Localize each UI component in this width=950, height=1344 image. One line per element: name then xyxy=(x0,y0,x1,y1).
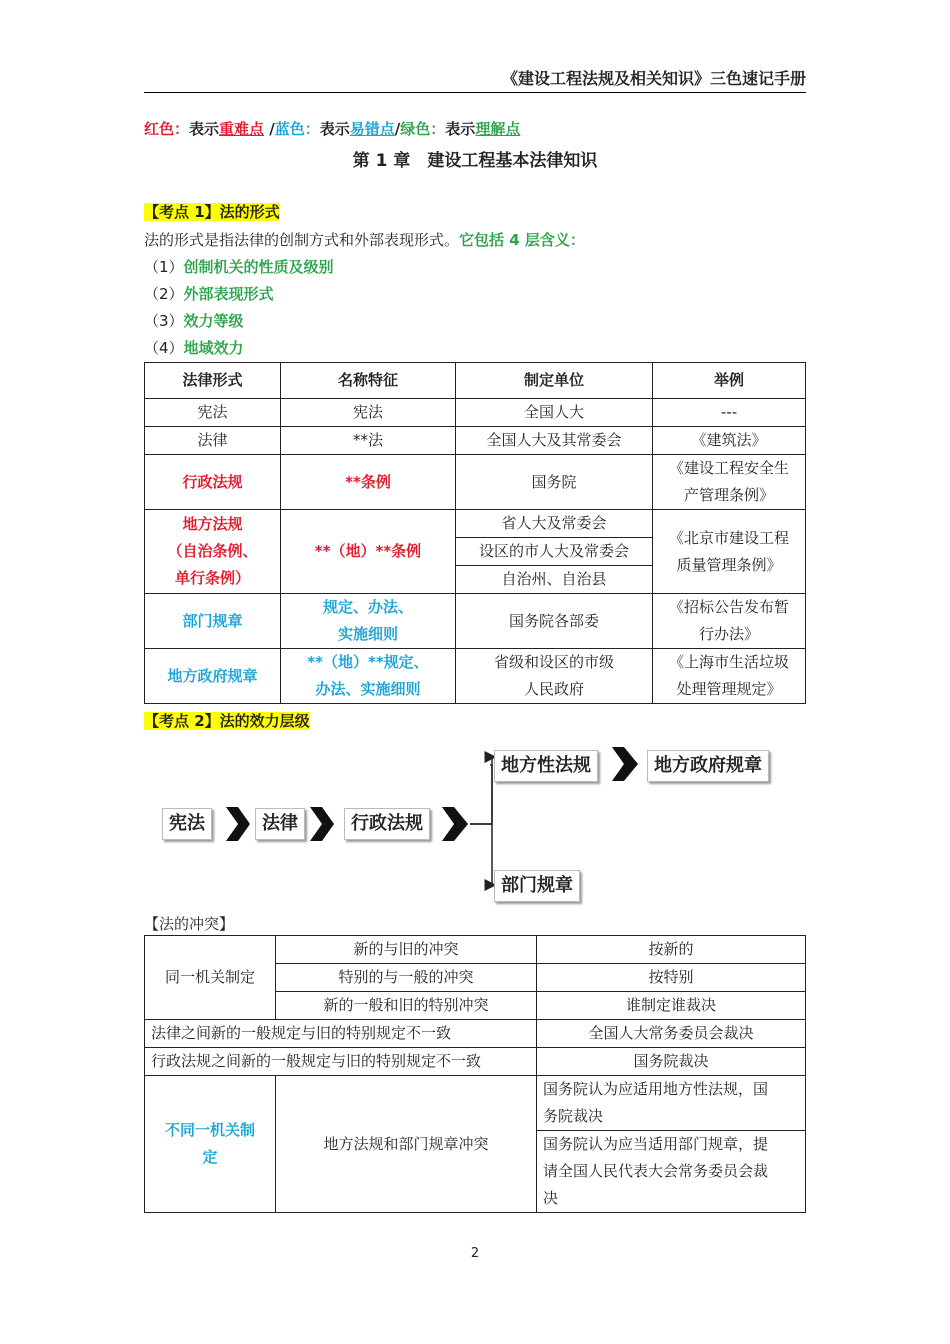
hierarchy-box-local-gov-rule: 地方政府规章 xyxy=(647,750,769,782)
table-row xyxy=(145,594,806,649)
kp1-intro-green: 它包括 4 层含义： xyxy=(459,231,585,249)
table-row xyxy=(145,510,806,538)
cell-line: 省级和设区的市级 xyxy=(493,653,614,671)
cell: 《建筑法》 xyxy=(653,427,806,455)
chapter-title: 第 1 章 建设工程基本法律知识 xyxy=(352,151,598,171)
cell xyxy=(653,510,806,594)
page-number: 2 xyxy=(470,1246,480,1261)
cell-line: 国务院认为应当适用部门规章，提 xyxy=(543,1135,769,1153)
cell: 设区的市人大及常委会 xyxy=(456,538,653,566)
cell: **法 xyxy=(281,427,456,455)
item-text: 效力等级 xyxy=(183,312,244,330)
item-text: 创制机关的性质及级别 xyxy=(183,258,334,276)
cell-line: 行办法》 xyxy=(698,625,759,643)
kp1-intro xyxy=(144,229,585,250)
cell: 全国人大常务委员会裁决 xyxy=(537,1020,806,1048)
cell: 部门规章 xyxy=(145,594,281,649)
legend-green-text: 表示 xyxy=(445,120,476,138)
cell: 地方政府规章 xyxy=(145,649,281,704)
cell xyxy=(145,1076,276,1213)
cell: --- xyxy=(653,399,806,427)
legend-blue-key: 易错点 xyxy=(349,120,395,138)
kp2-title xyxy=(144,710,310,731)
cell xyxy=(653,594,806,649)
cell: 特别的与一般的冲突 xyxy=(276,964,537,992)
cell-line: 实施细则 xyxy=(337,625,398,643)
cell-line: 人民政府 xyxy=(523,680,584,698)
cell: 法律之间新的一般规定与旧的特别规定不一致 xyxy=(145,1020,537,1048)
legend-green-label: 绿色： xyxy=(400,120,446,138)
cell-line: **（地）**规定、 xyxy=(307,653,429,671)
cell-line: 处理管理规定》 xyxy=(676,680,782,698)
chevron-right-icon xyxy=(442,807,468,841)
table-header-row xyxy=(145,363,806,399)
cell: 省人大及常委会 xyxy=(456,510,653,538)
item-text: 外部表现形式 xyxy=(183,285,274,303)
item-num: （4） xyxy=(144,339,184,357)
cell: 国务院 xyxy=(456,455,653,510)
kp1-title xyxy=(144,201,280,222)
cell: 自治州、自治县 xyxy=(456,566,653,594)
cell: 新的与旧的冲突 xyxy=(276,936,537,964)
legend-blue-text: 表示 xyxy=(319,120,350,138)
cell: 行政法规 xyxy=(145,455,281,510)
cell-line: 规定、办法、 xyxy=(322,598,413,616)
cell-line: （自治条例、 xyxy=(167,542,258,560)
table-row xyxy=(145,399,806,427)
cell xyxy=(145,510,281,594)
hierarchy-box-admin-regulation: 行政法规 xyxy=(344,808,430,840)
header-cell: 名称特征 xyxy=(281,363,456,399)
legend-green-key: 理解点 xyxy=(475,120,521,138)
kp1-intro-text: 法的形式是指法律的创制方式和外部表现形式。 xyxy=(144,231,460,249)
conflict-title: 【法的冲突】 xyxy=(144,915,235,933)
cell: 按新的 xyxy=(537,936,806,964)
cell xyxy=(281,594,456,649)
cell-line: 不同一机关制 xyxy=(164,1121,255,1139)
cell-line: 《招标公告发布暂 xyxy=(668,598,789,616)
cell: 同一机关制定 xyxy=(145,936,276,1020)
cell-line: 质量管理条例》 xyxy=(676,555,782,574)
cell: 全国人大 xyxy=(456,399,653,427)
cell-line: 《建设工程安全生 xyxy=(668,459,789,477)
color-legend xyxy=(144,118,520,139)
cell-line: 请全国人民代表大会常务委员会裁 xyxy=(543,1162,769,1180)
legend-sep: / xyxy=(264,120,275,138)
cell: **（地）**条例 xyxy=(281,510,456,594)
cell: 宪法 xyxy=(281,399,456,427)
cell-line: 决 xyxy=(543,1189,559,1207)
kp1-item xyxy=(144,337,244,358)
header-cell: 制定单位 xyxy=(456,363,653,399)
hierarchy-box-law: 法律 xyxy=(255,808,305,840)
cell xyxy=(537,1131,806,1213)
chevron-right-icon xyxy=(612,747,638,781)
cell: 法律 xyxy=(145,427,281,455)
table-row xyxy=(145,1076,806,1131)
kp1-item xyxy=(144,310,244,331)
cell: 宪法 xyxy=(145,399,281,427)
kp2-title-text: 【考点 2】法的效力层级 xyxy=(144,712,310,730)
cell: 国务院各部委 xyxy=(456,594,653,649)
header-cell: 举例 xyxy=(653,363,806,399)
cell: 按特别 xyxy=(537,964,806,992)
table-row xyxy=(145,455,806,510)
legend-red-label: 红色： xyxy=(144,120,190,138)
cell-line: 单行条例） xyxy=(174,569,250,587)
cell-line: 国务院认为应适用地方性法规，国 xyxy=(543,1080,769,1098)
cell: 国务院裁决 xyxy=(537,1048,806,1076)
hierarchy-box-local-regulation: 地方性法规 xyxy=(494,750,598,782)
kp1-item xyxy=(144,283,274,304)
hierarchy-box-constitution: 宪法 xyxy=(162,808,212,840)
cell-line: 务院裁决 xyxy=(543,1107,604,1125)
kp1-item xyxy=(144,256,334,277)
legend-red-key: 重难点 xyxy=(219,120,265,138)
item-num: （1） xyxy=(144,258,184,276)
cell: 新的一般和旧的特别冲突 xyxy=(276,992,537,1020)
cell-line: 地方法规 xyxy=(182,515,243,533)
legend-sep: / xyxy=(394,120,401,138)
header-divider xyxy=(144,92,806,93)
cell-line: 《北京市建设工程 xyxy=(668,528,789,547)
cell xyxy=(653,455,806,510)
cell-line: 办法、实施细则 xyxy=(315,680,421,698)
law-forms-table xyxy=(144,362,806,704)
legend-red-text: 表示 xyxy=(189,120,220,138)
chevron-right-icon xyxy=(226,807,250,841)
cell xyxy=(456,649,653,704)
item-num: （3） xyxy=(144,312,184,330)
legend-blue-label: 蓝色： xyxy=(274,120,320,138)
cell-line: 产管理条例》 xyxy=(683,486,774,504)
table-row xyxy=(145,649,806,704)
cell: 谁制定谁裁决 xyxy=(537,992,806,1020)
cell-line: 定 xyxy=(202,1148,218,1166)
table-row xyxy=(145,936,806,964)
page-header: 《建设工程法规及相关知识》三色速记手册 xyxy=(501,69,806,88)
table-row xyxy=(145,1048,806,1076)
cell: **条例 xyxy=(281,455,456,510)
header-cell: 法律形式 xyxy=(145,363,281,399)
cell xyxy=(537,1076,806,1131)
hierarchy-box-dept-rule: 部门规章 xyxy=(494,870,580,902)
table-row xyxy=(145,427,806,455)
conflict-table xyxy=(144,935,806,1213)
cell: 地方法规和部门规章冲突 xyxy=(276,1076,537,1213)
cell xyxy=(653,649,806,704)
cell-line: 《上海市生活垃圾 xyxy=(668,653,789,671)
cell: 行政法规之间新的一般规定与旧的特别规定不一致 xyxy=(145,1048,537,1076)
item-text: 地域效力 xyxy=(183,339,244,357)
item-num: （2） xyxy=(144,285,184,303)
cell xyxy=(281,649,456,704)
cell: 全国人大及其常委会 xyxy=(456,427,653,455)
chevron-right-icon xyxy=(310,807,334,841)
table-row xyxy=(145,1020,806,1048)
kp1-title-text: 【考点 1】法的形式 xyxy=(144,203,280,221)
